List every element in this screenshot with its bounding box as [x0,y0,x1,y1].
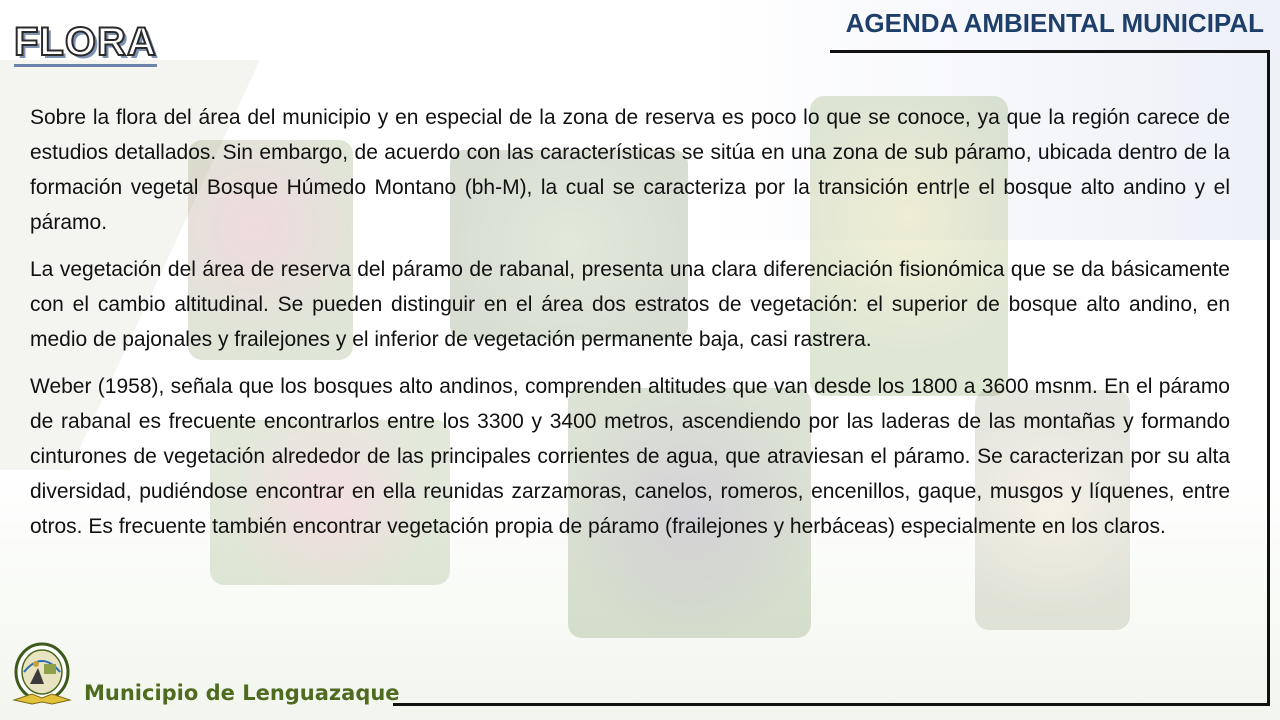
paragraph-3: Weber (1958), señala que los bosques alto andinos, comprenden altitudes que van desde los 1800 a 3600 msnm. En el páramo de rabanal es frecuente encontrarlos entre los 3300 y 3400 metros, ascendiendo por las laderas de las montañas y formando cinturones de vegetación alrededor de las principales corrientes de agua, que atraviesan el páramo. Se caracterizan por su alta diversidad, pudiéndose encontrar en ella reunidas zarzamoras, canelos, romeros, encenillos, gaque, musgos y líquenes, entre otros. Es frecuente también encontrar vegetación propia de páramo (frailejones y herbáceas) especialmente en los claros. [30,375,1230,538]
slide-title: FLORA [14,20,157,67]
agenda-title: AGENDA AMBIENTAL MUNICIPAL [845,8,1264,38]
municipal-seal-icon [10,642,74,706]
paragraph-2: La vegetación del área de reserva del páramo de rabanal, presenta una clara diferenciación fisionómica que se da básicamente con el cambio altitudinal. Se pueden distinguir en el área dos estratos de vegetación: el superior de bosque alto andino, en medio de pajonales y frailejones y el inferior de vegetación permanente baja, casi rastrera. [30,258,1230,351]
paragraph-1: Sobre la flora del área del municipio y en especial de la zona de reserva es poco lo que se conoce, ya que la región carece de estudios detallados. Sin embargo, de acuerdo con las características se sitúa en una zona de sub páramo, ubicada dentro de la formación vegetal Bosque Húmedo Montano (bh-M), la cual se caracteriza por la transición entr|e el bosque alto andino y el páramo. [30,106,1230,234]
municipio-name: Municipio de Lenguazaque [84,681,400,705]
content-body [30,100,1230,556]
frame-line-top [830,50,1270,53]
frame-line-right [1267,50,1270,706]
frame-line-bottom [393,703,1270,706]
